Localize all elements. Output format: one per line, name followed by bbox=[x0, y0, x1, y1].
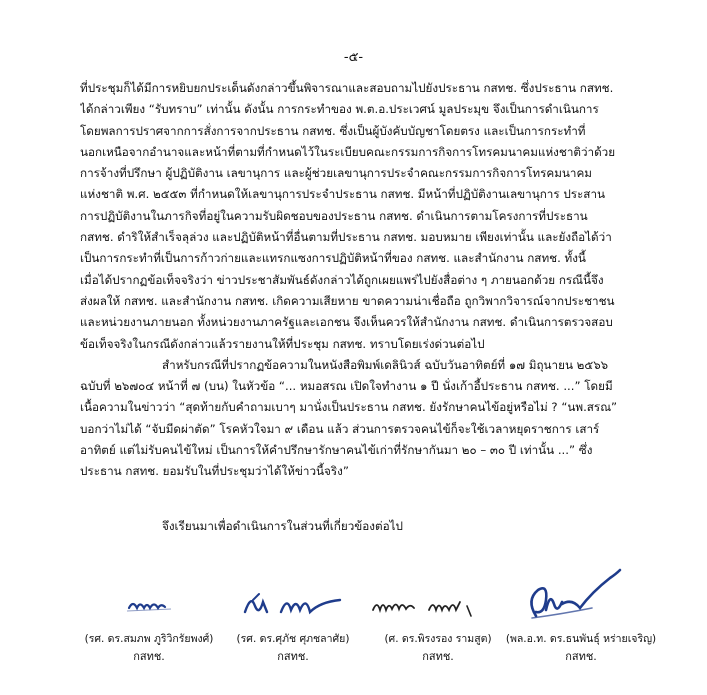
text-line: บอกว่าไม่ได้ “จับมีดผ่าตัด” โรคหัวใจมา ๙ เดือน แล้ว ส่วนการตรวจคนไข้ก็จะใช้เวลาหยุดราชการ เสาร์ bbox=[80, 421, 600, 436]
paragraph-2 bbox=[80, 355, 630, 483]
text-line: การจ้างที่ปรึกษา ผู้ปฏิบัติงาน เลขานุการ และผู้ช่วยเลขานุการประจำคณะกรรมการกิจการโทรคมนาคม bbox=[80, 166, 592, 181]
paragraph-1 bbox=[80, 78, 630, 355]
text-line: เมื่อได้ปรากฏข้อเท็จจริงว่า ข่าวประชาสัมพันธ์ดังกล่าวได้ถูกเผยแพร่ไปยังสื่อต่าง ๆ ภายนอกด้วย กรณีนี้จึง bbox=[80, 272, 604, 287]
signatory-org: กสทช. bbox=[565, 650, 597, 663]
text-line: ฉบับที่ ๒๖๗๐๔ หน้าที่ ๗ (บน) ในหัวข้อ “... หมอสรณ เปิดใจทำงาน ๑ ปี นั่งเก้าอี้ประธาน กสทช. ...” โดยมี bbox=[80, 379, 613, 394]
signature-block bbox=[496, 560, 666, 666]
signatory-name: (ศ. ดร.พิรงรอง รามสูต) bbox=[384, 633, 492, 645]
signatory-name: (พล.อ.ท. ดร.ธนพันธุ์ หร่ายเจริญ) bbox=[505, 633, 657, 645]
text-line: โดยพลการปราศจากการสั่งการจากประธาน กสทช. ซึ่งเป็นผู้บังคับบัญชาโดยตรง และเป็นการกระทำที่ bbox=[80, 123, 586, 138]
signature-mark bbox=[363, 560, 513, 630]
text-line: อาทิตย์ แต่ไม่รับคนไข้ใหม่ เป็นการให้คำปรึกษารักษาคนไข้เก่าที่รักษากันมา ๒๐ – ๓๐ ปี เท่านั้น ...” ซึ่ง bbox=[80, 443, 593, 458]
signature-mark bbox=[223, 560, 363, 630]
text-line: ที่ประชุมก็ได้มีการหยิบยกประเด็นดังกล่าวขึ้นพิจารณาและสอบถามไปยังประธาน กสทช. ซึ่งประธาน กสทช. bbox=[80, 81, 614, 95]
signature-mark bbox=[506, 560, 656, 630]
signatory-name: (รศ. ดร.ศุภัช ศุภชลาศัย) bbox=[236, 633, 350, 645]
text-line: แห่งชาติ พ.ศ. ๒๕๕๓ ที่กำหนดให้เลขานุการประจำประธาน กสทช. มีหน้าที่ปฏิบัติงานเลขานุการ ประสาน bbox=[80, 187, 605, 202]
text-line: ข้อเท็จจริงในกรณีดังกล่าวแล้วรายงานให้ที่ประชุม กสทช. ทราบโดยเร่งด่วนต่อไป bbox=[80, 336, 485, 351]
signatory-org: กสทช. bbox=[277, 650, 309, 663]
text-line: การปฏิบัติงานในภารกิจที่อยู่ในความรับผิดชอบของประธาน กสทช. ดำเนินการตามโครงการที่ประธาน bbox=[80, 208, 588, 223]
page-number: -๕- bbox=[343, 50, 364, 65]
text-line: กสทช. ดำริให้สำเร็จลุล่วง และปฏิบัติหน้าที่อื่นตามที่ประธาน กสทช. มอบหมาย เพียงเท่านั้น และยังถือได้ว่า bbox=[80, 230, 612, 245]
document-body bbox=[80, 78, 630, 483]
signature-mark bbox=[89, 560, 209, 630]
text-line: นอกเหนือจากอำนาจและหน้าที่ตามที่กำหนดไว้ในระเบียบคณะกรรมการกิจการโทรคมนาคมแห่งชาติว่าด้วย bbox=[80, 144, 616, 159]
signatory-org: กสทช. bbox=[422, 650, 454, 663]
signatory-org: กสทช. bbox=[133, 650, 165, 663]
text-line: เป็นการกระทำที่เป็นการก้าวก่ายและแทรกแซงการปฏิบัติหน้าที่ของ กสทช. และสำนักงาน กสทช. ทั้งนี้ bbox=[80, 251, 586, 266]
text-line: ได้กล่าวเพียง “รับทราบ” เท่านั้น ดังนั้น การกระทำของ พ.ต.อ.ประเวศน์ มูลประมุข จึงเป็นการดำเนินการ bbox=[80, 102, 599, 117]
text-line: ส่งผลให้ กสทช. และสำนักงาน กสทช. เกิดความเสียหาย ขาดความน่าเชื่อถือ ถูกวิพากวิจารณ์จากประชาชน bbox=[80, 293, 615, 308]
signatory-name: (รศ. ดร.สมภพ ภูริวิกรัยพงศ์) bbox=[84, 633, 214, 645]
text-line: สำหรับกรณีที่ปรากฏข้อความในหนังสือพิมพ์เดลินิวส์ ฉบับวันอาทิตย์ที่ ๑๗ มิถุนายน ๒๕๖๖ bbox=[162, 357, 609, 372]
closing-line: จึงเรียนมาเพื่อดำเนินการในส่วนที่เกี่ยวข้องต่อไป bbox=[162, 519, 403, 533]
text-line: และหน่วยงานภายนอก ทั้งหน่วยงานภาครัฐและเอกชน จึงเห็นควรให้สำนักงาน กสทช. ดำเนินการตรวจสอบ bbox=[80, 315, 613, 330]
text-line: ประธาน กสทช. ยอมรับในที่ประชุมว่าได้ให้ข่าวนี้จริง” bbox=[80, 464, 349, 479]
text-line: เนื้อความในข่าวว่า “สุดท้ายกับคำถามเบาๆ มานั่งเป็นประธาน กสทช. ยังรักษาคนไข้อยู่หรือไม่ ? “นพ.สรณ” bbox=[80, 400, 618, 415]
